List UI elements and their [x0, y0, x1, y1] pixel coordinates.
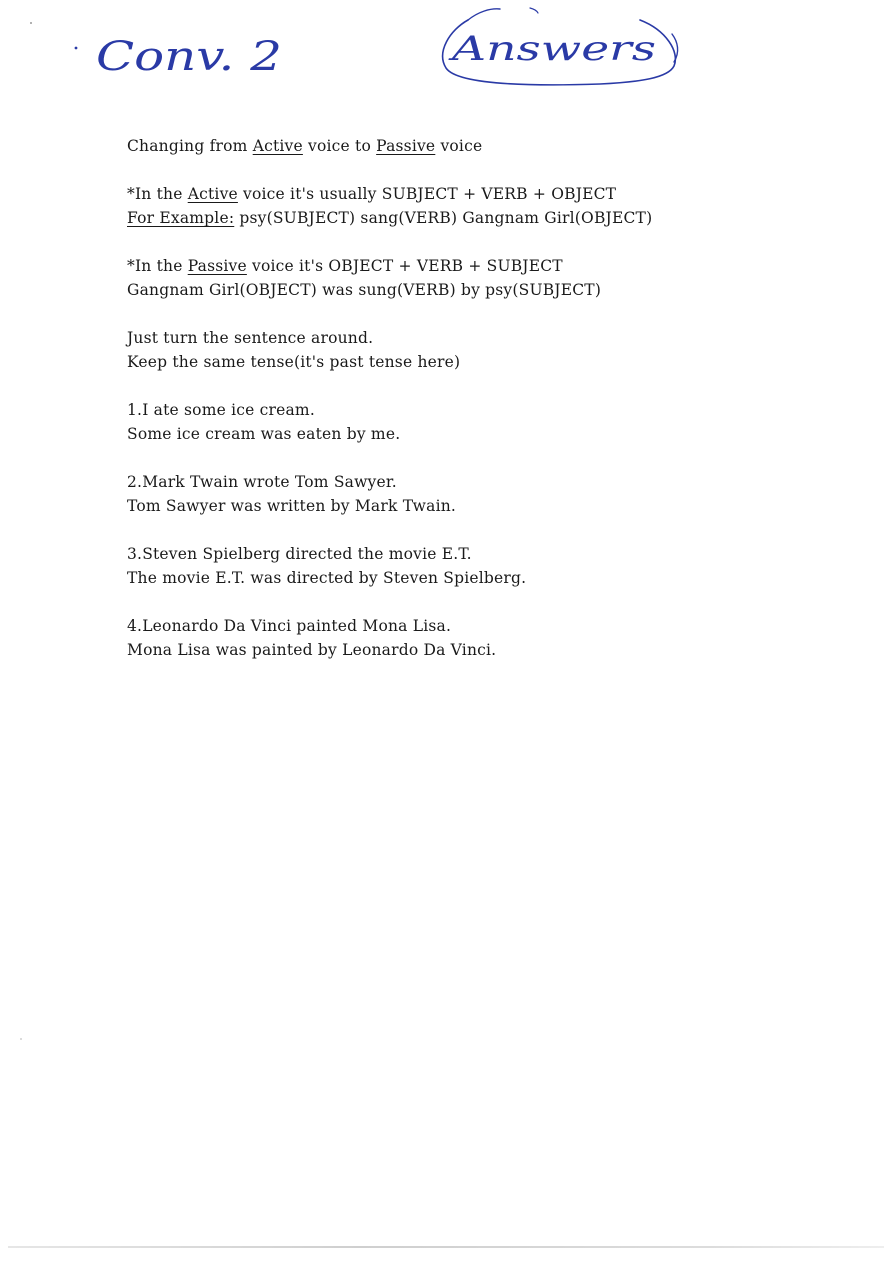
document-body	[127, 134, 827, 662]
active-rule-prefix: *In the	[127, 185, 188, 203]
active-rule-suffix: voice it's usually SUBJECT + VERB + OBJECT	[237, 185, 617, 203]
heading-passive-word: Passive	[376, 137, 436, 155]
active-rule-line	[127, 182, 827, 206]
passive-rule-suffix: voice it's OBJECT + VERB + SUBJECT	[246, 257, 563, 275]
passive-rule-line	[127, 254, 827, 278]
exercise-question: 3.Steven Spielberg directed the movie E.T.	[127, 545, 472, 563]
heading-active-word: Active	[252, 137, 303, 155]
handwritten-header	[0, 0, 893, 110]
spacer	[127, 158, 827, 182]
scan-speck	[20, 1038, 22, 1040]
spacer	[127, 374, 827, 398]
exercise-question: 2.Mark Twain wrote Tom Sawyer.	[127, 473, 397, 491]
spacer	[127, 302, 827, 326]
spacer	[127, 590, 827, 614]
passive-example-line: Gangnam Girl(OBJECT) was sung(VERB) by psy(SUBJECT)	[127, 281, 602, 299]
active-example-text: psy(SUBJECT) sang(VERB) Gangnam Girl(OBJECT)	[234, 209, 653, 227]
tip-line: Just turn the sentence around.	[127, 329, 374, 347]
example-label: For Example:	[127, 209, 235, 227]
exercise-answer: Mona Lisa was painted by Leonardo Da Vinci.	[127, 641, 497, 659]
exercise-answer: Some ice cream was eaten by me.	[127, 425, 401, 443]
passive-rule-prefix: *In the	[127, 257, 188, 275]
tip-line: Keep the same tense(it's past tense here)	[127, 353, 461, 371]
heading-suffix: voice	[435, 137, 483, 155]
heading-prefix: Changing from	[127, 137, 253, 155]
spacer	[127, 446, 827, 470]
handwritten-answers-label: Answers	[447, 29, 656, 69]
scan-bottom-edge	[8, 1246, 884, 1248]
heading-line	[127, 134, 827, 158]
handwritten-conv-label: Conv. 2	[96, 34, 282, 80]
exercise-answer: Tom Sawyer was written by Mark Twain.	[127, 497, 457, 515]
active-rule-word: Active	[187, 185, 238, 203]
spacer	[127, 518, 827, 542]
scan-speck	[30, 22, 32, 24]
exercise-question: 4.Leonardo Da Vinci painted Mona Lisa.	[127, 617, 452, 635]
passive-rule-word: Passive	[187, 257, 247, 275]
spacer	[127, 230, 827, 254]
exercise-answer: The movie E.T. was directed by Steven Spielberg.	[127, 569, 527, 587]
heading-middle: voice to	[302, 137, 377, 155]
active-example-line	[127, 206, 827, 230]
handwriting-drawing	[0, 0, 893, 110]
exercise-question: 1.I ate some ice cream.	[127, 401, 315, 419]
